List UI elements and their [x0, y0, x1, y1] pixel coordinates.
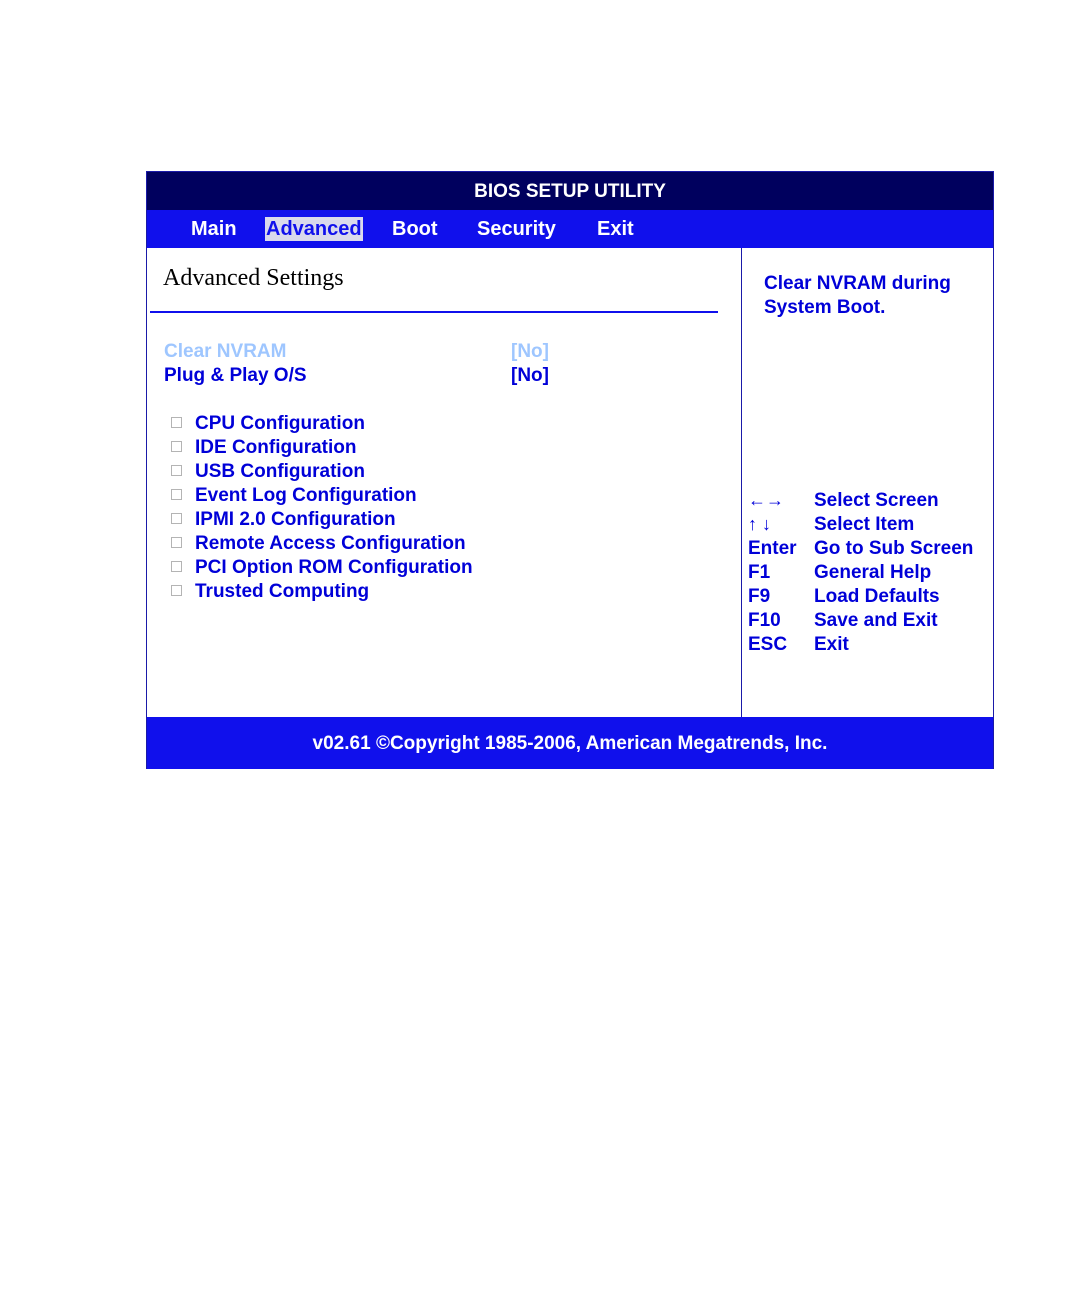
- tab-main[interactable]: Main: [191, 218, 237, 240]
- key-row-sub-screen: [748, 538, 988, 562]
- tab-security[interactable]: Security: [477, 218, 556, 240]
- key-row-select-item: [748, 514, 988, 538]
- key-name: ESC: [748, 634, 788, 655]
- submenu-label: Remote Access Configuration: [195, 533, 466, 554]
- setting-clear-nvram-value[interactable]: [No]: [511, 341, 549, 362]
- submenu-marker-icon: [171, 561, 182, 572]
- submenu-usb-configuration[interactable]: [171, 461, 365, 483]
- menu-bar: [147, 210, 993, 248]
- up-down-arrow-icon: ↑ ↓: [748, 514, 772, 534]
- key-action: Save and Exit: [814, 610, 938, 631]
- key-row-save-and-exit: [748, 610, 988, 634]
- submenu-marker-icon: [171, 513, 182, 524]
- help-text: [764, 272, 984, 320]
- submenu-label: IPMI 2.0 Configuration: [195, 509, 396, 530]
- key-name: F1: [748, 562, 771, 583]
- submenu-marker-icon: [171, 489, 182, 500]
- settings-panel: [147, 248, 742, 717]
- key-action: Select Screen: [814, 490, 939, 511]
- setting-plug-and-play[interactable]: Plug & Play O/S: [164, 365, 307, 386]
- submenu-ide-configuration[interactable]: [171, 437, 356, 459]
- submenu-marker-icon: [171, 417, 182, 428]
- submenu-trusted-computing[interactable]: [171, 581, 369, 603]
- help-line: System Boot.: [764, 297, 886, 318]
- help-panel: [742, 248, 994, 717]
- submenu-label: Event Log Configuration: [195, 485, 417, 506]
- key-row-exit: [748, 634, 988, 658]
- tab-boot[interactable]: Boot: [392, 218, 438, 240]
- setting-clear-nvram[interactable]: Clear NVRAM: [164, 341, 287, 362]
- key-row-load-defaults: [748, 586, 988, 610]
- key-action: Select Item: [814, 514, 915, 535]
- key-action: Go to Sub Screen: [814, 538, 974, 559]
- tab-exit[interactable]: Exit: [597, 218, 634, 240]
- key-row-select-screen: [748, 490, 988, 514]
- help-line: Clear NVRAM during: [764, 273, 951, 294]
- submenu-label: PCI Option ROM Configuration: [195, 557, 473, 578]
- tab-advanced[interactable]: Advanced: [266, 218, 362, 240]
- title-divider: [150, 311, 718, 313]
- submenu-event-log-configuration[interactable]: [171, 485, 417, 507]
- submenu-label: IDE Configuration: [195, 437, 357, 458]
- key-name: F10: [748, 610, 781, 631]
- submenu-marker-icon: [171, 465, 182, 476]
- title-bar: [147, 172, 993, 210]
- footer-bar: [147, 717, 993, 769]
- submenu-marker-icon: [171, 441, 182, 452]
- key-row-general-help: [748, 562, 988, 586]
- submenu-label: Trusted Computing: [195, 581, 370, 602]
- left-right-arrow-icon: ←→: [748, 490, 784, 510]
- setting-plug-and-play-value[interactable]: [No]: [511, 365, 549, 386]
- submenu-label: CPU Configuration: [195, 413, 365, 434]
- submenu-pci-option-rom-configuration[interactable]: [171, 557, 473, 579]
- key-action: Load Defaults: [814, 586, 940, 607]
- submenu-ipmi-configuration[interactable]: [171, 509, 396, 531]
- page-title: Advanced Settings: [163, 265, 344, 291]
- submenu-marker-icon: [171, 585, 182, 596]
- key-action: Exit: [814, 634, 849, 655]
- key-name: Enter: [748, 538, 797, 559]
- key-name: F9: [748, 586, 771, 607]
- title-text: BIOS SETUP UTILITY: [474, 181, 666, 202]
- submenu-cpu-configuration[interactable]: [171, 413, 365, 435]
- submenu-marker-icon: [171, 537, 182, 548]
- bios-window: [146, 171, 994, 769]
- submenu-remote-access-configuration[interactable]: [171, 533, 466, 555]
- copyright-text: v02.61 ©Copyright 1985-2006, American Megatrends, Inc.: [312, 733, 828, 754]
- key-action: General Help: [814, 562, 932, 583]
- submenu-label: USB Configuration: [195, 461, 365, 482]
